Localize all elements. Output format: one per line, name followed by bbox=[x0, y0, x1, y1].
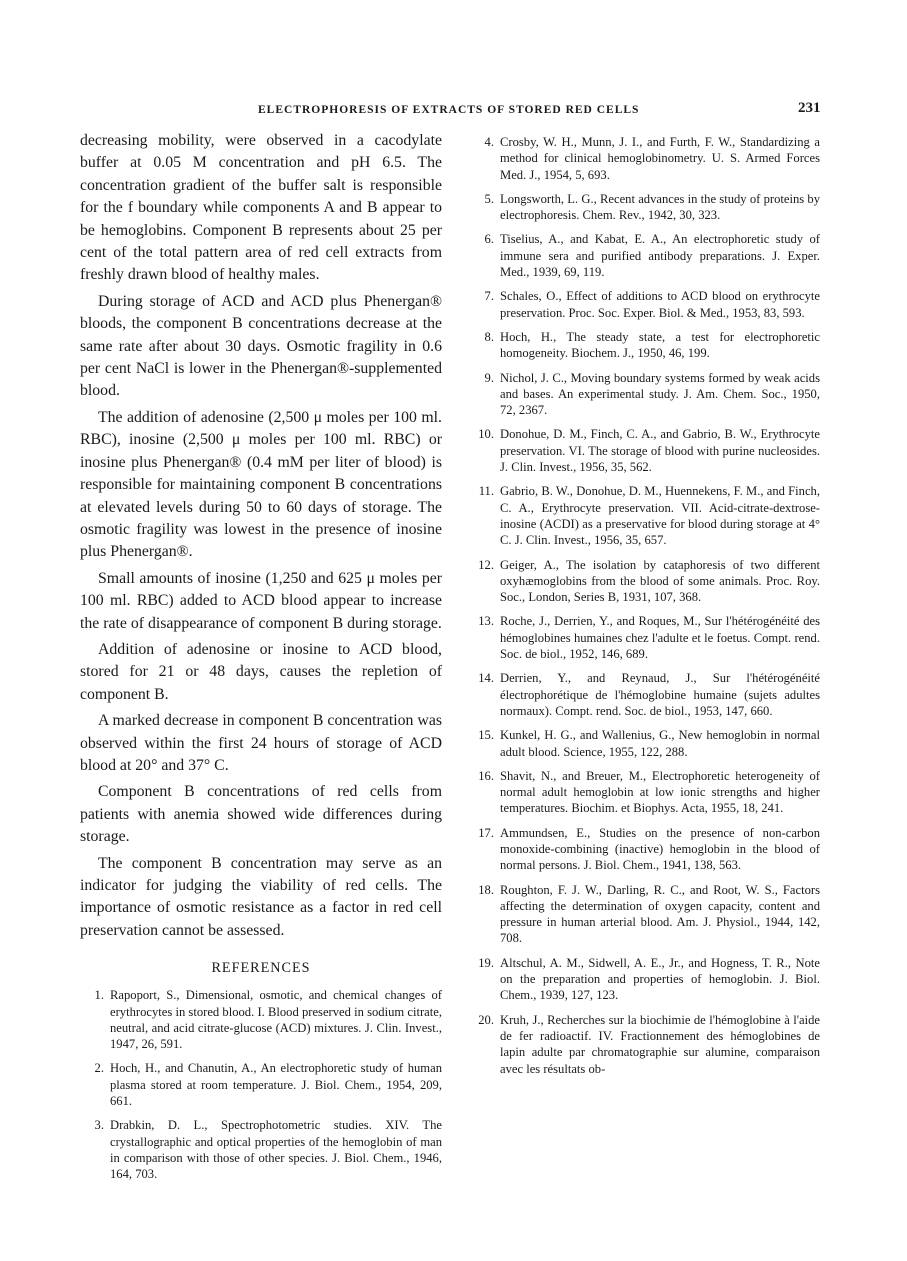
reference-text: Kruh, J., Recherches sur la biochimie de l'hémoglobine à l'aide de fer radioactif. IV. Fractionnement des hémoglobines de lapin adulte par chromatographie sur alumine, comparaison avec les résultats ob- bbox=[500, 1012, 820, 1076]
reference-item bbox=[468, 955, 820, 1004]
body-paragraph: A marked decrease in component B concentration was observed within the first 24 hours of storage of ACD blood at 20° and 37° C. bbox=[80, 712, 442, 774]
reference-number: 9. bbox=[484, 370, 494, 385]
reference-text: Crosby, W. H., Munn, J. I., and Furth, F. W., Standardizing a method for clinical hemoglobinometry. U. S. Armed Forces Med. J., 1954, 5, 693. bbox=[500, 135, 820, 182]
reference-item bbox=[468, 370, 820, 419]
left-column bbox=[80, 130, 442, 1190]
page-number: 231 bbox=[798, 100, 821, 116]
reference-text: Ammundsen, E., Studies on the presence of non-carbon monoxide-combining (inactive) hemoglobin in the blood of normal persons. J. Biol. Chem., 1941, 138, 563. bbox=[500, 825, 820, 873]
reference-number: 18. bbox=[478, 882, 494, 897]
body-paragraph: The addition of adenosine (2,500 μ moles per 100 ml. RBC), inosine (2,500 μ moles per 100 ml. RBC) or inosine plus Phenergan® (0.4 mM per liter of blood) is responsible for maintaining component B concentrations at elevated levels during 50 to 60 days of storage. The osmotic fragility was lowest in the presence of inosine plus Phenergan®. bbox=[80, 408, 442, 561]
reference-number: 11. bbox=[478, 484, 494, 499]
reference-item bbox=[468, 727, 820, 760]
references-heading: REFERENCES bbox=[211, 960, 311, 977]
reference-text: Tiselius, A., and Kabat, E. A., An electrophoretic study of immune sera and purified antibody preparations. J. Exper. Med., 1939, 69, 119. bbox=[500, 232, 820, 280]
body-paragraph: Component B concentrations of red cells from patients with anemia showed wide differences during storage. bbox=[80, 783, 442, 846]
reference-number: 4. bbox=[484, 135, 494, 149]
reference-number: 20. bbox=[478, 1012, 494, 1027]
reference-item bbox=[468, 231, 820, 280]
reference-item bbox=[80, 1060, 442, 1109]
reference-number: 16. bbox=[478, 768, 494, 783]
reference-item bbox=[468, 191, 820, 224]
reference-item bbox=[468, 670, 820, 719]
reference-item bbox=[468, 329, 820, 362]
reference-text: Gabrio, B. W., Donohue, D. M., Huennekens, F. M., and Finch, C. A., Erythrocyte preservation. VII. Acid-citrate-dextrose-inosine (ACDI) as a preservative for blood during storage at 4° C. J. Clin. Invest., 1956, 35, 657. bbox=[500, 484, 820, 548]
reference-number: 19. bbox=[478, 955, 494, 970]
reference-text: Hoch, H., and Chanutin, A., An electrophoretic study of human plasma stored at room temperature. J. Biol. Chem., 1954, 209, 661. bbox=[110, 1061, 442, 1108]
reference-text: Altschul, A. M., Sidwell, A. E., Jr., and Hogness, T. R., Note on the preparation and properties of hemoglobin. J. Biol. Chem., 1939, 127, 123. bbox=[500, 955, 820, 1003]
reference-text: Roughton, F. J. W., Darling, R. C., and Root, W. S., Factors affecting the determination of oxygen capacity, content and pressure in human arterial blood. Am. J. Physiol., 1944, 142, 708. bbox=[500, 882, 820, 946]
reference-item bbox=[468, 288, 820, 321]
reference-number: 14. bbox=[478, 671, 494, 686]
reference-text: Longsworth, L. G., Recent advances in the study of proteins by electrophoresis. Chem. Rev., 1942, 30, 323. bbox=[500, 191, 820, 223]
reference-number: 12. bbox=[478, 557, 494, 572]
reference-item bbox=[468, 825, 820, 874]
reference-text: Shavit, N., and Breuer, M., Electrophoretic heterogeneity of normal adult hemoglobin at low ionic strengths and higher temperatures. Biochim. et Biophys. Acta, 1955, 18, 241. bbox=[500, 768, 820, 816]
reference-number: 2. bbox=[94, 1061, 104, 1076]
reference-text: Kunkel, H. G., and Wallenius, G., New hemoglobin in normal adult blood. Science, 1955, 122, 288. bbox=[500, 728, 820, 759]
reference-text: Hoch, H., The steady state, a test for electrophoretic homogeneity. Biochem. J., 1950, 46, 199. bbox=[500, 329, 820, 361]
reference-text: Nichol, J. C., Moving boundary systems formed by weak acids and bases. An experimental study. J. Am. Chem. Soc., 1950, 72, 2367. bbox=[500, 370, 820, 418]
body-paragraph: Addition of adenosine or inosine to ACD blood, stored for 21 or 48 days, causes the repletion of component B. bbox=[80, 640, 442, 703]
reference-number: 1. bbox=[94, 988, 104, 1003]
reference-item bbox=[80, 987, 442, 1052]
reference-number: 13. bbox=[478, 614, 494, 629]
reference-item bbox=[468, 882, 820, 947]
reference-item bbox=[468, 134, 820, 183]
reference-item bbox=[468, 768, 820, 817]
reference-text: Rapoport, S., Dimensional, osmotic, and chemical changes of erythrocytes in stored blood. I. Blood preserved in sodium citrate, neutral, and acid citrate-glucose (ACD) mixtures. J. Clin. Invest., 1947, 26, 591. bbox=[110, 988, 442, 1052]
reference-item bbox=[80, 1117, 442, 1182]
reference-number: 7. bbox=[484, 289, 494, 304]
reference-number: 10. bbox=[478, 427, 494, 442]
reference-text: Geiger, A., The isolation by cataphoresis of two different oxyhæmoglobins from the blood of some animals. Proc. Roy. Soc., London, Series B, 1931, 107, 368. bbox=[500, 557, 820, 605]
reference-number: 3. bbox=[94, 1118, 104, 1133]
reference-number: 17. bbox=[478, 825, 494, 840]
right-column bbox=[468, 134, 820, 1085]
reference-number: 6. bbox=[484, 232, 494, 247]
body-paragraph: Small amounts of inosine (1,250 and 625 μ moles per 100 ml. RBC) added to ACD blood appear to increase the rate of disappearance of component B during storage. bbox=[80, 569, 442, 632]
reference-number: 8. bbox=[484, 329, 494, 344]
reference-text: Roche, J., Derrien, Y., and Roques, M., Sur l'hétérogénéité des hémoglobines humaines chez l'adulte et le foetus. Compt. rend. Soc. de biol., 1952, 146, 689. bbox=[500, 614, 820, 662]
body-paragraph: The component B concentration may serve as an indicator for judging the viability of red cells. The importance of osmotic resistance as a factor in red cell preservation cannot be assessed. bbox=[80, 854, 442, 939]
reference-number: 15. bbox=[478, 728, 494, 743]
reference-item bbox=[468, 613, 820, 662]
reference-text: Schales, O., Effect of additions to ACD blood on erythrocyte preservation. Proc. Soc. Exper. Biol. & Med., 1953, 83, 593. bbox=[500, 289, 820, 320]
reference-item bbox=[468, 1012, 820, 1077]
reference-item bbox=[468, 557, 820, 606]
reference-item bbox=[468, 483, 820, 548]
body-paragraph: decreasing mobility, were observed in a cacodylate buffer at 0.05 M concentration and pH 6.5. The concentration gradient of the buffer salt is responsible for the f boundary while components A and B appear to be hemoglobins. Component B represents about 25 per cent of the total pattern area of red cell extracts from freshly drawn blood of healthy males. bbox=[80, 132, 442, 284]
running-title: ELECTROPHORESIS OF EXTRACTS OF STORED RED CELLS bbox=[258, 104, 640, 116]
page-header bbox=[0, 100, 907, 124]
reference-item bbox=[468, 426, 820, 475]
reference-text: Donohue, D. M., Finch, C. A., and Gabrio, B. W., Erythrocyte preservation. VI. The storage of blood with purine nucleosides. J. Clin. Invest., 1956, 35, 562. bbox=[500, 427, 820, 475]
reference-text: Derrien, Y., and Reynaud, J., Sur l'hétérogénéité électrophorétique de l'hémoglobine humaine (sujets adultes normaux). Compt. rend. Soc. de biol., 1953, 147, 660. bbox=[500, 671, 820, 718]
reference-text: Drabkin, D. L., Spectrophotometric studies. XIV. The crystallographic and optical properties of the hemoglobin of man in comparison with those of other species. J. Biol. Chem., 1946, 164, 703. bbox=[110, 1118, 442, 1182]
body-paragraph: During storage of ACD and ACD plus Phenergan® bloods, the component B concentrations decrease at the same rate after about 30 days. Osmotic fragility in 0.6 per cent NaCl is lower in the Phenergan®-supplemented blood. bbox=[80, 292, 442, 400]
reference-number: 5. bbox=[484, 191, 494, 206]
